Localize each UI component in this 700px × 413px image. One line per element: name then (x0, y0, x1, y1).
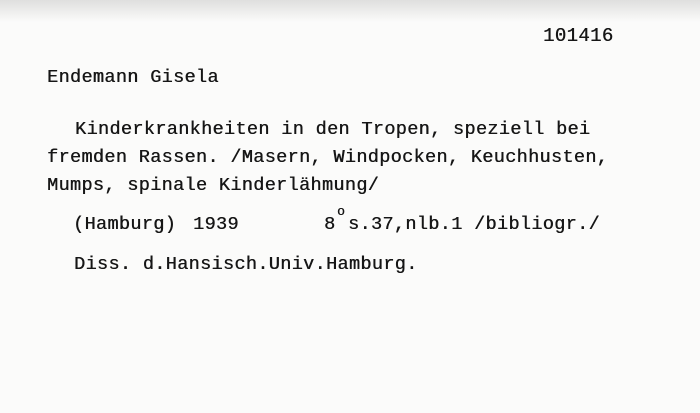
collation-details: s.37,nlb.1 /bibliogr./ (348, 214, 600, 235)
dissertation-note: Diss. d.Hansisch.Univ.Hamburg. (74, 254, 418, 275)
format-superscript: o (337, 204, 346, 219)
author-name: Endemann Gisela (47, 67, 219, 88)
format-digit: 8 (324, 214, 336, 235)
scan-edge-shadow (0, 0, 700, 22)
publication-place: (Hamburg) (73, 214, 177, 235)
title-line-3: Mumps, spinale Kinderlähmung/ (47, 175, 380, 196)
title-line-1: Kinderkrankheiten in den Tropen, speziell bei (75, 119, 591, 140)
accession-number: 101416 (543, 25, 614, 47)
publication-year: 1939 (193, 214, 239, 235)
title-line-2: fremden Rassen. /Masern, Windpocken, Keuchhusten, (47, 147, 609, 168)
